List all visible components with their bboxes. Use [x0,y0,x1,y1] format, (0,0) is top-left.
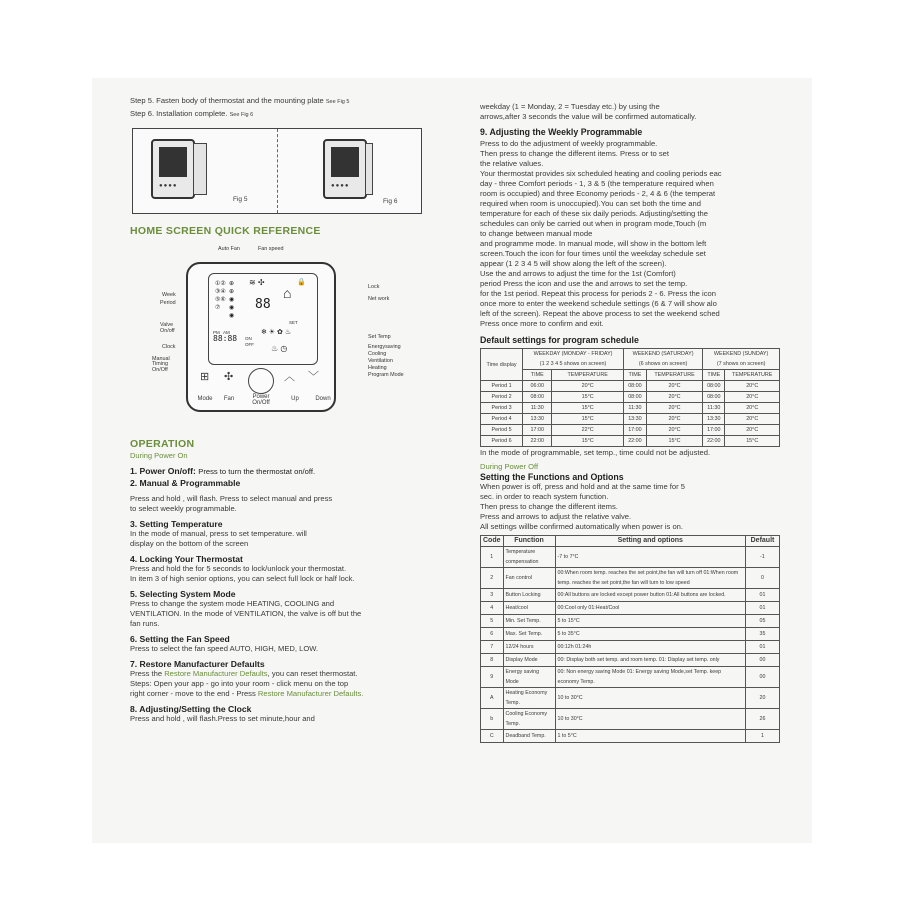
functions-cell: 35 [746,628,780,641]
schedule-cell: 20°C [646,392,702,403]
setting-functions-text [480,482,790,532]
functions-row [481,641,780,654]
functions-cell: Min. Set Temp. [503,615,555,628]
schedule-cell: 22:00 [623,436,646,447]
fig6-label: Fig 6 [383,198,398,205]
fig6-mount-plate [365,143,373,195]
schedule-cell: Period 1 [481,381,523,392]
s5-line1: Press to change the system mode HEATING, COOLING and [130,599,335,608]
left-column [130,96,430,724]
functions-row [481,602,780,615]
functions-row [481,654,780,667]
s9-line: required when room is unoccupied).You can set both the time and [480,199,701,208]
schedule-cell: 22°C [552,425,624,436]
up-button-label: Up [291,396,299,402]
schedule-cell: 11:30 [523,403,552,414]
schedule-cell: 08:00 [623,381,646,392]
schedule-cell: 15°C [552,436,624,447]
label-ventilation: Ventilation [368,358,393,364]
label-set-temp: Set Temp [368,334,391,340]
s7-line3 [130,689,430,699]
schedule-cell: 11:30 [703,403,725,414]
functions-cell: 20 [746,688,780,709]
after-table-note: In the mode of programmable, set temp., time could not be adjusted. [480,448,711,457]
down-button[interactable]: ﹀ [308,371,319,383]
label-manual: Manual [152,356,170,362]
sched-sunday-label: WEEKEND (SUNDAY) [713,351,769,357]
label-lock: Lock [368,284,380,290]
sched-saturday-sub: (6 shows on screen) [638,361,688,367]
weekday-line1: weekday (1 = Monday, 2 = Tuesday etc.) by using the [480,102,660,111]
schedule-cell: 22:00 [523,436,552,447]
schedule-cell: Period 3 [481,403,523,414]
schedule-row [481,381,780,392]
schedule-cell: Period 4 [481,414,523,425]
functions-cell: 00:When room temp. reaches the set point,the fan will turn off 01:When room temp. reaches the set point,the fan will turn to low speed [555,568,746,589]
functions-cell: 3 [481,589,504,602]
manual-page [92,78,812,843]
functions-cell: 1 [481,547,504,568]
schedule-cell: 08:00 [703,392,725,403]
functions-cell: 0 [746,568,780,589]
s9-line: appear (1 2 3 4 5 will show along the left of the screen). [480,259,667,268]
s9-line: Press once more to confirm and exit. [480,319,604,328]
thermostat-panel [186,262,336,412]
functions-cell: 00 [746,667,780,688]
home-screen-title: HOME SCREEN QUICK REFERENCE [130,225,321,237]
fig5-label: Fig 5 [233,196,248,203]
mode-button[interactable]: ⊞ [200,371,210,383]
setting-functions-line: Press and arrows to adjust the relative valve. [480,512,632,521]
temperature-digits: 88 [255,297,271,312]
functions-cell: Heating Economy Temp. [503,688,555,709]
functions-row [481,667,780,688]
schedule-cell: 13:30 [703,414,725,425]
functions-cell: 00: Display both set temp. and room temp. 01: Display set temp. only [555,654,746,667]
schedule-cell: Period 5 [481,425,523,436]
step5-line [130,96,430,107]
schedule-cell: 20°C [725,403,780,414]
schedule-cell: 11:30 [623,403,646,414]
schedule-cell: 15°C [552,403,624,414]
functions-cell: b [481,709,504,730]
setting-functions-title: Setting the Functions and Options [480,472,624,482]
sched-col-sunday [703,349,780,370]
functions-cell: 01 [746,589,780,602]
schedule-cell: 20°C [646,403,702,414]
schedule-cell: 20°C [646,414,702,425]
schedule-row [481,403,780,414]
s7-line1 [130,669,430,679]
off-indicator: OFF [245,342,254,347]
sched-saturday-label: WEEKEND (SATURDAY) [632,351,694,357]
figure-divider [277,129,278,213]
during-power-off: During Power Off [480,462,539,471]
s9-line: for the 1st period. Repeat this process for periods 2 - 6. Press the icon [480,289,716,298]
sched-time-head: TIME [523,370,552,381]
operation-title: OPERATION [130,438,195,450]
fan-button-label: Fan [223,396,235,402]
s1-text: Press to turn the thermostat on/off. [198,467,316,476]
label-timing: Timing On/Off [152,361,168,373]
s4-line2: In item 3 of high senior options, you can select full lock or half lock. [130,574,355,583]
sched-temp-head: TEMPERATURE [725,370,780,381]
mode-icons: ❄ ☀ ✿ ♨ [261,329,292,336]
schedule-cell: 15°C [552,414,624,425]
functions-cell: 5 to 15°C [555,615,746,628]
house-network-icon: ⌂ [283,285,292,301]
functions-row [481,709,780,730]
s7-title: 7. Restore Manufacturer Defaults [130,659,265,669]
s9-line: room is occupied) and three Economy periods - 2, 4 & 6 (the temperat [480,189,716,198]
functions-cell: Temperature compensation [503,547,555,568]
schedule-cell: Period 6 [481,436,523,447]
functions-header [481,536,780,547]
s6-line1: Press to select the fan speed AUTO, HIGH, MED, LOW. [130,644,319,653]
s1-title: 1. Power On/off: [130,466,196,476]
s9-line: Use the and arrows to adjust the time for the 1st (Comfort) [480,269,676,278]
functions-cell: -1 [746,547,780,568]
set-indicator: SET [289,320,298,325]
s3-line1: In the mode of manual, press to set temperature. will [130,529,307,538]
schedule-cell: 17:00 [703,425,725,436]
during-power-on: During Power On [130,451,188,460]
label-cooling: Cooling [368,351,387,357]
functions-cell: Heat/cool [503,602,555,615]
functions-cell: 00:Cool only 01:Heat/Cool [555,602,746,615]
functions-table [480,535,780,743]
sched-time-head: TIME [623,370,646,381]
functions-row [481,589,780,602]
functions-cell: Deadband Temp. [503,730,555,743]
step5-text: Step 5. Fasten body of thermostat and the mounting plate [130,96,324,105]
s5-title: 5. Selecting System Mode [130,589,236,599]
sched-col-display: Time display [481,349,523,381]
schedule-cell: 08:00 [703,381,725,392]
functions-col-head: Function [503,536,555,547]
s9-title: 9. Adjusting the Weekly Programmable [480,127,643,137]
label-week: Week [162,292,176,298]
fan-button[interactable]: ✣ [224,371,234,383]
functions-cell: 00:All buttons are locked except power button 01:All buttons are locked. [555,589,746,602]
functions-cell: 10 to 30°C [555,688,746,709]
label-network: Net work [368,296,390,302]
functions-cell: 01 [746,641,780,654]
functions-row [481,547,780,568]
s9-line: Then press to change the different items. Press or to set [480,149,669,158]
functions-cell: Energy saving Mode [503,667,555,688]
restore-defaults-link-2[interactable]: Restore Manufacturer Defaults. [257,689,364,698]
schedule-cell: 13:30 [523,414,552,425]
s8-line1: Press and hold , will flash.Press to set minute,hour and [130,714,315,723]
functions-cell: 5 [481,615,504,628]
functions-col-head: Default [746,536,780,547]
functions-cell: 12/24 hours [503,641,555,654]
label-program: Program Mode [368,372,404,378]
schedule-cell: 08:00 [623,392,646,403]
power-button-label: Power On/Off [252,394,270,406]
power-button[interactable] [248,368,274,394]
functions-cell: 4 [481,602,504,615]
s7-line2: Steps: Open your app - go into your room - click menu on the top [130,679,349,688]
s9-paragraph [480,139,790,329]
s9-line: the relative values. [480,159,544,168]
pm-indicator: PM [213,330,220,335]
down-button-label: Down [315,396,331,402]
am-indicator: AM [223,330,230,335]
schedule-cell: 15°C [725,436,780,447]
s9-line: day - three Comfort periods - 1, 3 & 5 (the temperature required when [480,179,714,188]
schedule-cell: 15°C [646,436,702,447]
sched-time-head: TIME [703,370,725,381]
s9-line: once more to enter the weekend schedule settings (6 & 7 will show alo [480,299,717,308]
label-energy: Energysaving [368,344,401,350]
restore-defaults-link[interactable]: Restore Manufacturer Defaults [164,669,268,678]
functions-cell: 1 [746,730,780,743]
sched-temp-head: TEMPERATURE [646,370,702,381]
functions-cell: 9 [481,667,504,688]
label-auto-fan: Auto Fan [218,246,240,252]
step6-line [130,109,430,120]
right-column [480,102,790,743]
label-period: Period [160,300,176,306]
s2-title: 2. Manual & Programmable [130,478,241,488]
s1-heading [130,466,430,477]
functions-cell: 2 [481,568,504,589]
schedule-cell: 17:00 [523,425,552,436]
functions-cell: 8 [481,654,504,667]
schedule-cell: 06:00 [523,381,552,392]
schedule-cell: 20°C [725,425,780,436]
schedule-table [480,348,780,447]
weekday-line2: arrows,after 3 seconds the value will be confirmed automatically. [480,112,697,121]
functions-cell: Display Mode [503,654,555,667]
s2-line2: to select weekly programmable. [130,504,237,513]
s8-title: 8. Adjusting/Setting the Clock [130,704,252,714]
schedule-row [481,425,780,436]
schedule-cell: 08:00 [523,392,552,403]
functions-cell: 26 [746,709,780,730]
functions-col-head: Setting and options [555,536,746,547]
functions-row [481,730,780,743]
schedule-cell: 20°C [646,381,702,392]
s9-line: schedules can only be carried out when in program mode,Touch (m [480,219,707,228]
functions-col-head: Code [481,536,504,547]
functions-cell: 1 to 5°C [555,730,746,743]
functions-cell: 00: Non energy saving Mode 01: Energy saving Mode,set Temp. keep economy Temp. [555,667,746,688]
functions-cell: 00:12h 01:24h [555,641,746,654]
label-clock: Clock [162,344,176,350]
setting-functions-line: All settings willbe confirmed automatically when power is on. [480,522,684,531]
fig5-mount-plate [193,143,207,195]
s4-line1: Press and hold the for 5 seconds to lock/unlock your thermostat. [130,564,347,573]
status-icons: ⊕ ⊕ ◉ ◉ ◉ [229,281,235,319]
functions-cell: C [481,730,504,743]
functions-cell: 5 to 35°C [555,628,746,641]
fig6-thermostat-image: ●●●● [323,139,367,199]
functions-row [481,568,780,589]
thermostat-screen [208,273,318,365]
s9-line: left of the screen). Repeat the above process to set the weekend sched [480,309,720,318]
functions-row [481,688,780,709]
lock-icon: 🔒 [297,279,306,286]
sched-weekday-label: WEEKDAY (MONDAY - FRIDAY) [533,351,613,357]
label-heating: Heating [368,365,387,371]
s9-line: and programme mode. In manual mode, will show in the bottom left [480,239,707,248]
step5-ref: See Fig 5 [325,99,350,105]
sched-temp-head: TEMPERATURE [552,370,624,381]
s4-title: 4. Locking Your Thermostat [130,554,243,564]
s7-line3a: right corner - move to the end - Press [130,689,256,698]
on-indicator: ON [245,336,252,341]
functions-row [481,628,780,641]
fig5-thermostat-image: ●●●● [151,139,195,199]
label-valve: Valve On/off [160,322,175,334]
s9-line: temperature for each of these six daily periods. Adjusting/setting the [480,209,708,218]
schedule-cell: Period 2 [481,392,523,403]
mode-button-label: Mode [197,396,213,402]
functions-rows [481,547,780,743]
functions-cell: 6 [481,628,504,641]
functions-cell: 10 to 30°C [555,709,746,730]
s9-line: Press to do the adjustment of weekly programmable. [480,139,658,148]
s7-line1a: Press the [130,669,163,678]
sched-col-weekday [523,349,624,370]
s6-title: 6. Setting the Fan Speed [130,634,230,644]
s9-line: screen.Touch the icon for four times until the weekday schedule set [480,249,706,258]
functions-cell: Cooling Economy Temp. [503,709,555,730]
setting-functions-line: Then press to change the different items. [480,502,618,511]
schedule-cell: 17:00 [623,425,646,436]
s9-line: Your thermostat provides six scheduled heating and cooling periods eac [480,169,722,178]
up-button[interactable]: ︿ [284,371,295,383]
sched-col-saturday [623,349,702,370]
sched-weekday-sub: (1 2 3 4 5 shows on screen) [539,361,607,367]
functions-cell: Max. Set Temp. [503,628,555,641]
schedule-cell: 22:00 [703,436,725,447]
schedule-cell: 20°C [725,392,780,403]
step6-text: Step 6. Installation complete. [130,109,228,118]
functions-cell: Button Locking [503,589,555,602]
functions-row [481,615,780,628]
step6-ref: See Fig 6 [229,112,254,118]
schedule-rows [481,381,780,447]
schedule-cell: 20°C [552,381,624,392]
functions-cell: 05 [746,615,780,628]
label-fan-speed: Fan speed [258,246,284,252]
s9-line: to change between manual mode [480,229,593,238]
s2-line1: Press and hold , will flash. Press to select manual and press [130,494,333,503]
clock-digits: 88:88 [213,334,238,343]
fan-speed-icon: ≋ ✣ [249,278,265,287]
program-icon: ♨ ◷ [271,344,288,353]
setting-functions-line: When power is off, press and hold and at the same time for 5 [480,482,686,491]
s5-line2: VENTILATION. In the mode of VENTILATION, the valve is off but the [130,609,362,618]
s9-line: period Press the icon and use the and arrows to set the temp. [480,279,688,288]
schedule-cell: 15°C [552,392,624,403]
functions-cell: 00 [746,654,780,667]
default-settings-title: Default settings for program schedule [480,335,639,345]
functions-cell: Fan control [503,568,555,589]
s3-line2: display on the bottom of the screen [130,539,249,548]
functions-cell: A [481,688,504,709]
s5-line3: fan runs. [130,619,160,628]
schedule-cell: 20°C [725,381,780,392]
schedule-row [481,436,780,447]
functions-cell: -7 to 7°C [555,547,746,568]
functions-cell: 7 [481,641,504,654]
functions-cell: 01 [746,602,780,615]
schedule-cell: 13:30 [623,414,646,425]
install-figures [132,128,422,214]
schedule-cell: 20°C [725,414,780,425]
schedule-cell: 20°C [646,425,702,436]
s3-title: 3. Setting Temperature [130,519,223,529]
schedule-row [481,392,780,403]
schedule-row [481,414,780,425]
thermostat-diagram [130,242,430,437]
week-period-icons: ①② ③④ ⑤⑥ ⑦ [215,281,226,311]
setting-functions-line: sec. in order to reach system function. [480,492,609,501]
s7-line1b: , you can reset thermostat. [267,669,358,678]
sched-sunday-sub: (7 shows on screen) [716,361,766,367]
